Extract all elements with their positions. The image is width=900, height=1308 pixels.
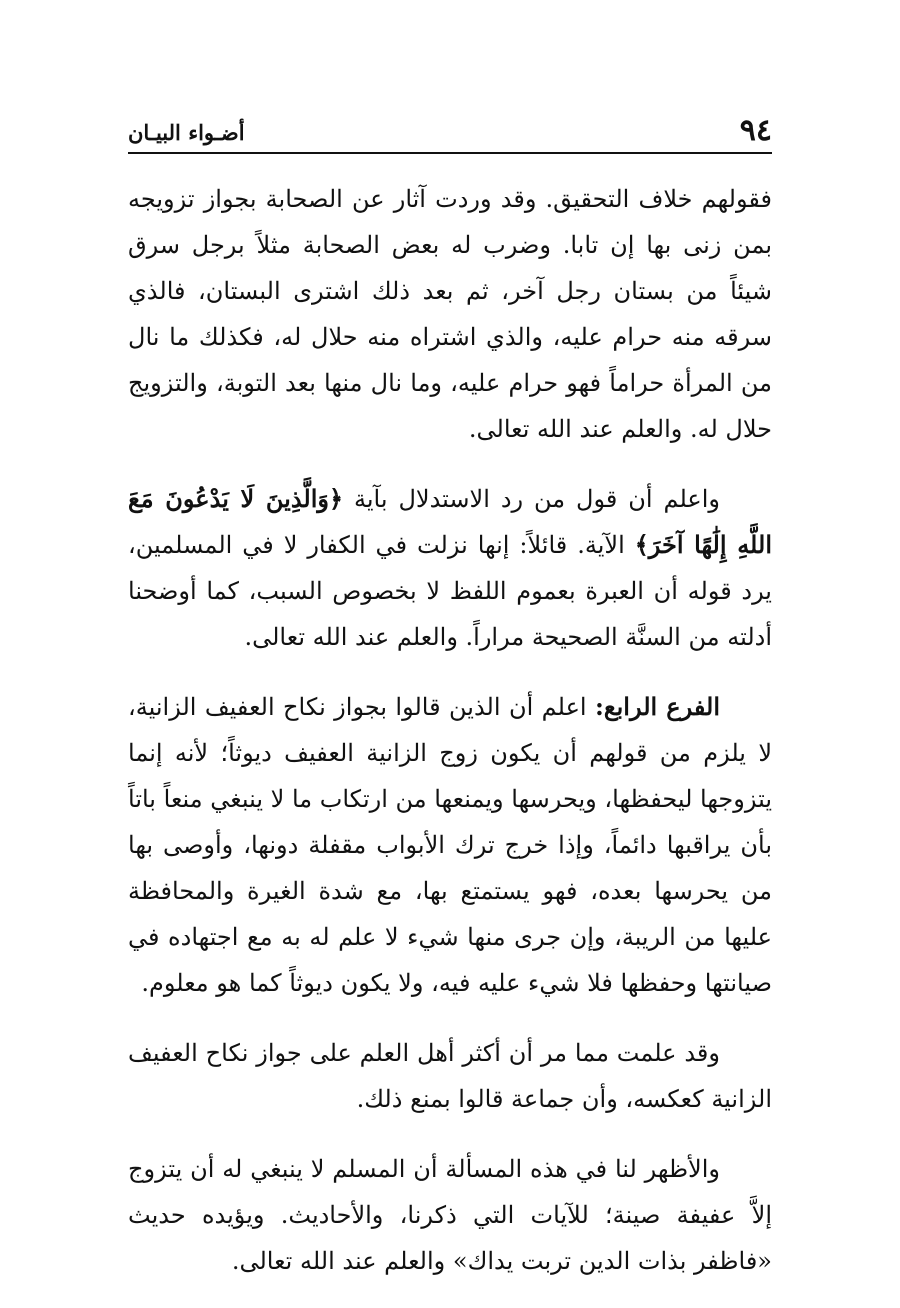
paragraph-5: والأظهر لنا في هذه المسألة أن المسلم لا ينبغي له أن يتزوج إلاَّ عفيفة صينة؛ للآيات التي ذكرنا، والأحاديث. ويؤيده حديث «فاظفر بذات الدين تربت يداك» والعلم عند الله تعالى. bbox=[128, 1155, 772, 1275]
page-number: ٩٤ bbox=[739, 113, 772, 148]
running-title: أضـواء البيـان bbox=[128, 120, 245, 145]
paragraph-2 bbox=[128, 476, 772, 660]
page-header bbox=[128, 108, 772, 154]
paragraph-1: فقولهم خلاف التحقيق. وقد وردت آثار عن الصحابة بجواز تزويجه بمن زنى بها إن تابا. وضرب له بعض الصحابة مثلاً برجل سرق شيئاً من بستان رجل آخر، ثم بعد ذلك اشترى البستان، فالذي سرقه منه حرام عليه، والذي اشتراه منه حلال له، فكذلك ما نال من المرأة حراماً فهو حرام عليه، وما نال منها بعد التوبة، والتزويج حلال له. والعلم عند الله تعالى. bbox=[128, 185, 772, 443]
page-body bbox=[128, 176, 772, 1284]
quran-verse: ﴿وَالَّذِينَ لَا يَدْعُونَ مَعَ اللَّهِ إِلَٰهًا آخَرَ﴾ bbox=[128, 484, 772, 559]
paragraph-2-after: الآية. قائلاً: إنها نزلت في الكفار لا في المسلمين، يرد قوله أن العبرة بعموم اللفظ لا بخصوص السبب، كما أوضحنا أدلته من السنَّة الصحيحة مراراً. والعلم عند الله تعالى. bbox=[128, 531, 772, 651]
section-heading-inline: الفرع الرابع: bbox=[594, 692, 720, 721]
paragraph-3-text: اعلم أن الذين قالوا بجواز نكاح العفيف الزانية، لا يلزم من قولهم أن يكون زوج الزانية العفيف ديوثاً؛ لأنه إنما يتزوجها ليحفظها، ويحرسها ويمنعها من ارتكاب ما لا ينبغي منعاً باتاً بأن يراقبها دائماً، وإذا خرج ترك الأبواب مقفلة دونها، وأوصى بها من يحرسها بعده، فهو يستمتع بها، مع شدة الغيرة والمحافظة عليها من الريبة، وإن جرى منها شيء لا علم له به مع اجتهاده في صيانتها وحفظها فلا شيء عليه فيه، ولا يكون ديوثاً كما هو معلوم. bbox=[128, 693, 773, 997]
paragraph-4: وقد علمت مما مر أن أكثر أهل العلم على جواز نكاح العفيف الزانية كعكسه، وأن جماعة قالوا بمنع ذلك. bbox=[128, 1039, 772, 1113]
book-page bbox=[128, 108, 772, 1308]
paragraph-3 bbox=[128, 684, 772, 1006]
paragraph-2-before: واعلم أن قول من رد الاستدلال بآية bbox=[343, 485, 721, 513]
